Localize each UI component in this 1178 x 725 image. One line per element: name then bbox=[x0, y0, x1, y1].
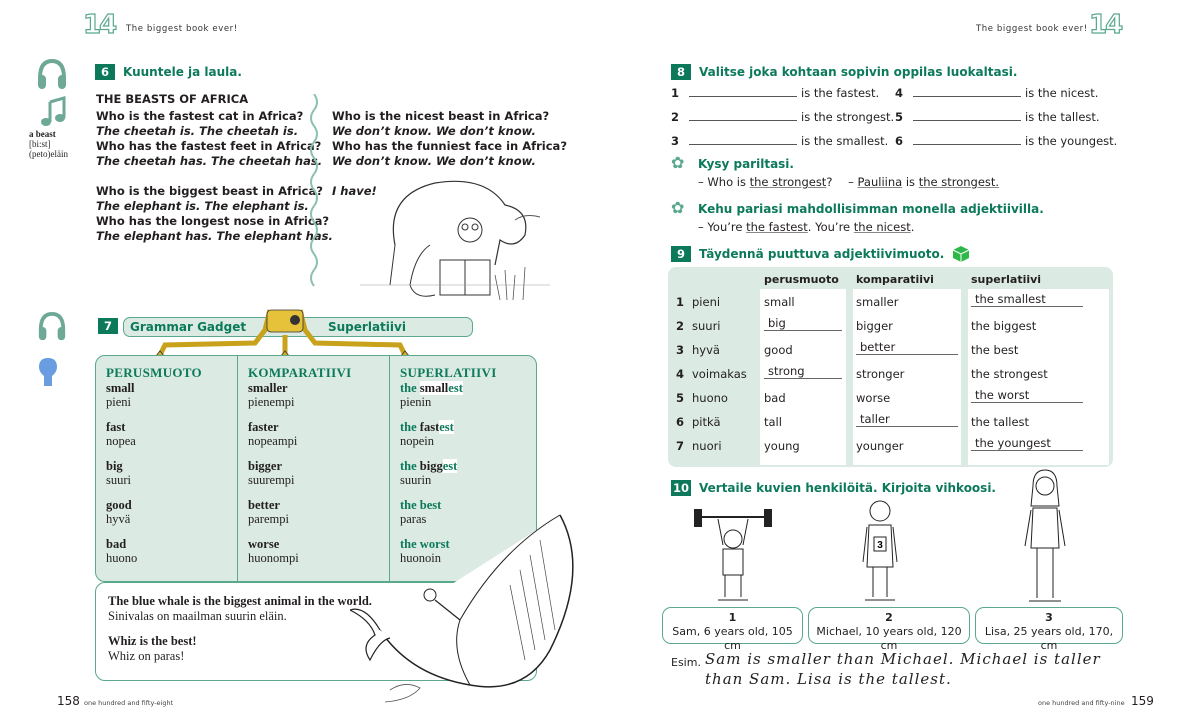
item-text: is the strongest. bbox=[801, 110, 895, 124]
exercise-title: Täydennä puuttuva adjektiivimuoto. bbox=[699, 247, 945, 261]
song-line: We don’t know. We don’t know. bbox=[332, 124, 536, 138]
chapter-title: The biggest book ever! bbox=[126, 24, 238, 34]
exercise-number: 10 bbox=[672, 481, 689, 495]
underlined-text: the fastest bbox=[746, 220, 808, 234]
finnish-word: suurin bbox=[400, 473, 432, 487]
finnish-word: paras bbox=[400, 512, 427, 526]
answer-blank[interactable] bbox=[913, 86, 1021, 97]
finnish-word: huonoin bbox=[400, 551, 441, 565]
answer-blank[interactable] bbox=[689, 110, 797, 121]
row-number: 7 bbox=[676, 439, 685, 453]
pair-task-2-title: Kehu pariasi mahdollisimman monella adjektiivilla. bbox=[698, 202, 1044, 216]
pair-task-1-example bbox=[698, 175, 999, 189]
exercise-7-header bbox=[98, 318, 118, 334]
example-en: The blue whale is the biggest animal in the world. bbox=[108, 594, 372, 608]
column-header: komparatiivi bbox=[856, 273, 934, 286]
suffix: est bbox=[448, 381, 463, 395]
cell: young bbox=[764, 439, 800, 453]
song-line: Who is the fastest cat in Africa? bbox=[96, 109, 304, 123]
row-number: 4 bbox=[676, 367, 685, 381]
page-number: 159 bbox=[1131, 694, 1154, 708]
stem: fast bbox=[419, 420, 440, 434]
song-line: The elephant is. The elephant is. bbox=[96, 199, 309, 213]
cell: the best bbox=[971, 343, 1019, 357]
pair-task-1-title: Kysy pariltasi. bbox=[698, 157, 794, 171]
english-word: small bbox=[106, 381, 135, 395]
suffix: est bbox=[439, 420, 454, 434]
fill-item-5 bbox=[895, 110, 1100, 124]
column-header: SUPERLATIIVI bbox=[400, 365, 497, 380]
fill-item-1 bbox=[671, 86, 879, 100]
item-text: is the fastest. bbox=[801, 86, 880, 100]
person-number: 2 bbox=[885, 611, 893, 624]
item-number: 1 bbox=[671, 86, 680, 100]
cell: tall bbox=[764, 415, 782, 429]
english-word: the best bbox=[400, 498, 442, 512]
wavy-divider bbox=[307, 94, 321, 294]
answer-field[interactable]: better bbox=[856, 340, 958, 355]
fill-item-6 bbox=[895, 134, 1117, 148]
example-en: Whiz is the best! bbox=[108, 634, 197, 648]
finnish-word: suuri bbox=[106, 473, 131, 487]
exercise-title: Vertaile kuvien henkilöitä. Kirjoita vihkoosi. bbox=[699, 481, 996, 495]
cell: worse bbox=[856, 391, 891, 405]
exercise-number: 6 bbox=[95, 64, 115, 80]
exercise-10-header bbox=[671, 480, 996, 496]
pair-task-2-example bbox=[698, 220, 914, 234]
adjective-table bbox=[668, 267, 1113, 467]
person-number: 3 bbox=[1045, 611, 1053, 624]
english-word: good bbox=[106, 498, 132, 512]
animals-reading-illustration bbox=[355, 175, 555, 305]
finnish-word: nopeampi bbox=[248, 434, 298, 448]
song-line: We don’t know. We don’t know. bbox=[332, 154, 536, 168]
text: . You’re bbox=[807, 220, 854, 234]
row-number: 3 bbox=[676, 343, 685, 357]
underlined-text: the nicest bbox=[853, 220, 911, 234]
fill-item-3 bbox=[671, 134, 888, 148]
cell: huono bbox=[692, 391, 728, 405]
cell: pitkä bbox=[692, 415, 721, 429]
cell: good bbox=[764, 343, 793, 357]
handwritten-example-line-1: Sam is smaller than Michael. Michael is taller bbox=[705, 650, 1101, 668]
song-line: The cheetah has. The cheetah has. bbox=[96, 154, 323, 168]
english-word: smaller bbox=[248, 381, 288, 395]
grammar-gadget-title: Grammar Gadget bbox=[130, 320, 247, 334]
row-number: 6 bbox=[676, 415, 685, 429]
cell: the biggest bbox=[971, 319, 1037, 333]
cell: hyvä bbox=[692, 343, 720, 357]
fill-item-2 bbox=[671, 110, 894, 124]
svg-text:3: 3 bbox=[877, 540, 883, 551]
vocab-translation: (peto)eläin bbox=[29, 149, 68, 159]
column-header: superlatiivi bbox=[971, 273, 1042, 286]
chapter-number: 14 bbox=[1089, 10, 1122, 40]
song-line: I have! bbox=[332, 184, 377, 198]
text: . bbox=[910, 220, 915, 234]
lisa-illustration bbox=[1015, 468, 1075, 606]
pair-work-icon: ✿ bbox=[671, 198, 685, 217]
underlined-text: the strongest. bbox=[918, 175, 1000, 189]
song-verse-3 bbox=[332, 109, 567, 169]
answer-field[interactable]: strong bbox=[764, 364, 842, 379]
exercise-number: 9 bbox=[671, 246, 691, 262]
michael-runner-illustration bbox=[855, 497, 905, 605]
english-word: worse bbox=[248, 537, 280, 551]
article: the bbox=[400, 459, 420, 473]
vocab-word: a beast bbox=[29, 129, 56, 139]
cell: nuori bbox=[692, 439, 722, 453]
stem: bigg bbox=[419, 459, 443, 473]
finnish-word: pieni bbox=[106, 395, 131, 409]
pair-work-icon: ✿ bbox=[671, 153, 685, 172]
item-number: 2 bbox=[671, 110, 680, 124]
finnish-word: suurempi bbox=[248, 473, 295, 487]
column-header: perusmuoto bbox=[764, 273, 839, 286]
item-text: is the youngest. bbox=[1025, 134, 1118, 148]
finnish-word: huonompi bbox=[248, 551, 299, 565]
english-word: big bbox=[106, 459, 123, 473]
answer-blank[interactable] bbox=[689, 86, 797, 97]
finnish-word: pienempi bbox=[248, 395, 295, 409]
text: – You’re bbox=[698, 220, 747, 234]
column-header: KOMPARATIIVI bbox=[248, 365, 352, 380]
person-description: Michael, 10 years old, 120 cm bbox=[816, 625, 962, 652]
song-line: Who has the funniest face in Africa? bbox=[332, 139, 567, 153]
article: the bbox=[400, 420, 420, 434]
example-label: Esim. bbox=[671, 656, 701, 669]
finnish-word: nopein bbox=[400, 434, 435, 448]
finnish-word: pienin bbox=[400, 395, 432, 409]
english-word: the worst bbox=[400, 537, 450, 551]
row-number: 1 bbox=[676, 295, 685, 309]
page-number-words: one hundred and fifty-nine bbox=[1038, 699, 1125, 707]
answer-field[interactable]: the youngest bbox=[971, 436, 1083, 451]
cell: the tallest bbox=[971, 415, 1030, 429]
handwritten-example-line-2: than Sam. Lisa is the tallest. bbox=[705, 670, 952, 688]
sam-weightlifting-illustration bbox=[688, 505, 778, 605]
english-word: bad bbox=[106, 537, 127, 551]
text: ? bbox=[826, 175, 833, 189]
song-verse-2 bbox=[96, 184, 333, 244]
row-number: 5 bbox=[676, 391, 685, 405]
vocab-pronunciation: [bi:st] bbox=[29, 139, 51, 149]
answer-blank[interactable] bbox=[913, 134, 1021, 145]
english-word: better bbox=[248, 498, 280, 512]
english-word: bigger bbox=[248, 459, 283, 473]
example-fi: Sinivalas on maailman suurin eläin. bbox=[108, 609, 287, 623]
item-number: 5 bbox=[895, 110, 904, 124]
finnish-word: huono bbox=[106, 551, 138, 565]
cell: bad bbox=[764, 391, 786, 405]
cell: younger bbox=[856, 439, 904, 453]
exercise-number: 7 bbox=[98, 318, 118, 334]
song-line: Who is the biggest beast in Africa? bbox=[96, 184, 323, 198]
person-card-3 bbox=[975, 607, 1123, 652]
finnish-word: parempi bbox=[248, 512, 289, 526]
row-number: 2 bbox=[676, 319, 685, 333]
whale-illustration bbox=[350, 510, 590, 710]
exercise-9-header bbox=[671, 245, 970, 263]
song-line: Who has the fastest feet in Africa? bbox=[96, 139, 322, 153]
exercise-8-header bbox=[671, 64, 1017, 80]
cube-icon bbox=[952, 245, 970, 263]
cell: voimakas bbox=[692, 367, 747, 381]
item-number: 6 bbox=[895, 134, 904, 148]
page-number-words: one hundred and fifty-eight bbox=[84, 699, 174, 707]
item-text: is the tallest. bbox=[1025, 110, 1100, 124]
underlined-text: the strongest bbox=[749, 175, 827, 189]
exercise-title: Kuuntele ja laula. bbox=[123, 65, 242, 79]
fill-item-4 bbox=[895, 86, 1098, 100]
headphones-icon bbox=[36, 58, 68, 92]
answer-field[interactable]: taller bbox=[856, 412, 958, 427]
song-line: The cheetah is. The cheetah is. bbox=[96, 124, 299, 138]
answer-blank[interactable] bbox=[913, 110, 1021, 121]
underlined-text: Pauliina bbox=[857, 175, 903, 189]
song-line: The elephant has. The elephant has. bbox=[96, 229, 333, 243]
lightbulb-icon bbox=[38, 356, 58, 388]
column-header: PERUSMUOTO bbox=[106, 365, 202, 380]
text: – Who is bbox=[698, 175, 750, 189]
answer-field[interactable]: big bbox=[764, 316, 842, 331]
grammar-gadget-subtitle: Superlatiivi bbox=[328, 320, 406, 334]
chapter-title: The biggest book ever! bbox=[976, 24, 1088, 34]
chapter-number: 14 bbox=[83, 10, 116, 40]
cell: stronger bbox=[856, 367, 905, 381]
answer-field[interactable]: the smallest bbox=[971, 292, 1083, 307]
grammar-col-perusmuoto bbox=[96, 356, 238, 582]
cell: small bbox=[764, 295, 795, 309]
cell: suuri bbox=[692, 319, 721, 333]
person-card-2 bbox=[808, 607, 970, 652]
person-description: Sam, 6 years old, 105 cm bbox=[672, 625, 793, 652]
finnish-word: nopea bbox=[106, 434, 136, 448]
text: is bbox=[902, 175, 919, 189]
headphones-icon bbox=[36, 311, 68, 343]
song-title: THE BEASTS OF AFRICA bbox=[96, 92, 249, 106]
item-number: 3 bbox=[671, 134, 680, 148]
english-word: faster bbox=[248, 420, 279, 434]
song-line: Who has the longest nose in Africa? bbox=[96, 214, 330, 228]
answer-field[interactable]: the worst bbox=[971, 388, 1083, 403]
exercise-6-header bbox=[95, 64, 242, 80]
person-number: 1 bbox=[728, 611, 737, 624]
vocab-note bbox=[29, 129, 68, 159]
text: – bbox=[848, 175, 858, 189]
finnish-word: hyvä bbox=[106, 512, 131, 526]
song-verse-1 bbox=[96, 109, 322, 169]
item-text: is the nicest. bbox=[1025, 86, 1099, 100]
english-word: fast bbox=[106, 420, 126, 434]
example-fi: Whiz on paras! bbox=[108, 649, 185, 663]
item-number: 4 bbox=[895, 86, 904, 100]
cell: smaller bbox=[856, 295, 899, 309]
cell: bigger bbox=[856, 319, 893, 333]
item-text: is the smallest. bbox=[801, 134, 889, 148]
person-card-1 bbox=[662, 607, 803, 652]
stem: small bbox=[419, 381, 449, 395]
cell: pieni bbox=[692, 295, 721, 309]
exercise-title: Valitse joka kohtaan sopivin oppilas luokaltasi. bbox=[699, 65, 1018, 79]
song-line: Who is the nicest beast in Africa? bbox=[332, 109, 550, 123]
exercise-number: 8 bbox=[671, 64, 691, 80]
music-note-icon bbox=[40, 96, 68, 128]
person-description: Lisa, 25 years old, 170, cm bbox=[984, 625, 1114, 652]
cell: the strongest bbox=[971, 367, 1048, 381]
suffix: est bbox=[442, 459, 458, 473]
page-number: 158 bbox=[57, 694, 80, 708]
answer-blank[interactable] bbox=[689, 134, 797, 145]
article: the bbox=[400, 381, 420, 395]
